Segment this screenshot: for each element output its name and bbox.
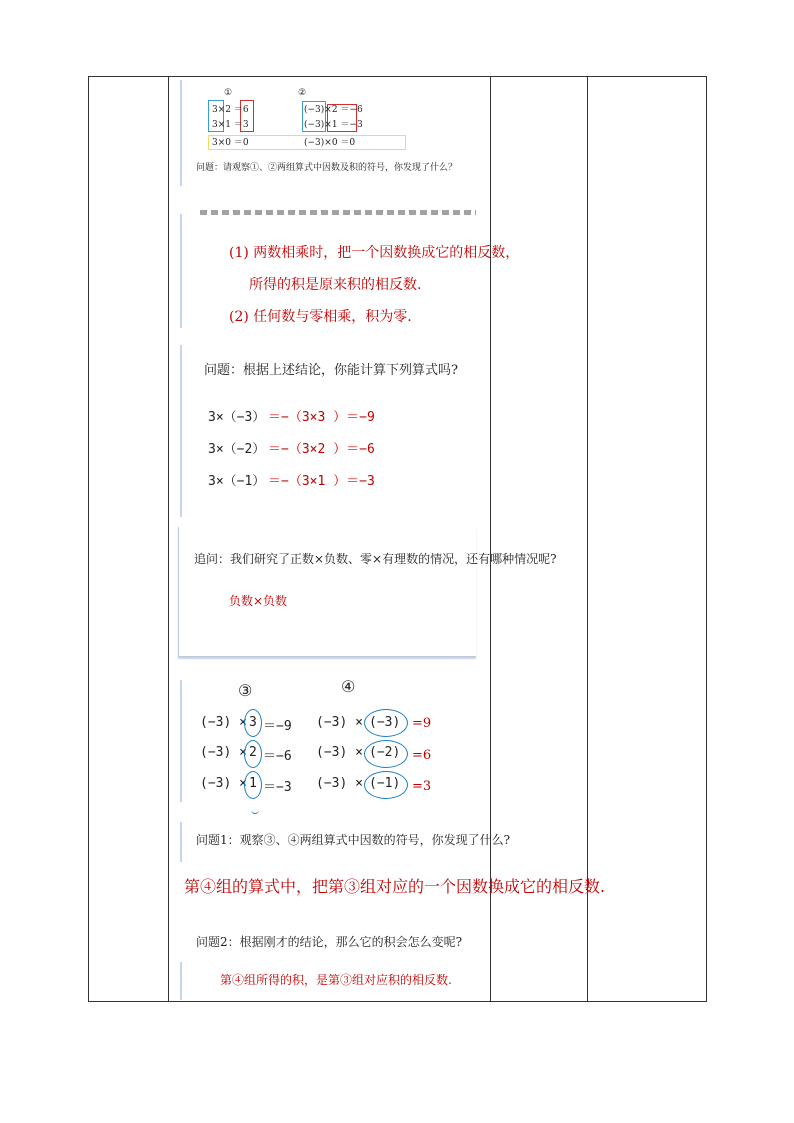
group4-product: =9 — [412, 716, 432, 731]
group4-left: (−3) × — [316, 776, 363, 791]
conclusion-1-line-1: (1) 两数相乘时，把一个因数换成它的相反数， — [229, 245, 520, 261]
slide-edge — [180, 822, 182, 862]
group2-equation: (−3)×2 ＝−6 — [304, 105, 363, 115]
factor-circle — [364, 709, 408, 737]
slide-edge — [180, 345, 182, 517]
slide-panel — [178, 527, 476, 657]
conclusion-1-line-2: 所得的积是原来积的相反数. — [249, 277, 422, 293]
group3-factor: 2 — [249, 745, 257, 760]
group4-product: =6 — [412, 748, 432, 763]
slide-edge — [180, 214, 182, 328]
group3-left: (−3) × — [200, 715, 247, 730]
zero-equation-2: (−3)×0 ＝0 — [304, 138, 356, 148]
group3-product: ＝−9 — [263, 719, 292, 734]
slide-edge — [180, 80, 182, 186]
expression-left: 3×（−2） — [208, 442, 266, 457]
group4-factor: (−2) — [369, 745, 401, 760]
slide6-answer: 第④组的算式中，把第③组对应的一个因数换成它的相反数. — [184, 877, 606, 896]
cropped-text-edge — [200, 210, 476, 215]
factor-circle — [364, 740, 408, 768]
group1-equation: 3×1 ＝3 — [212, 120, 249, 130]
group4-product: =3 — [412, 779, 432, 794]
zero-equation-1: 3×0 ＝0 — [212, 138, 249, 148]
factor-circle — [244, 740, 262, 768]
expression-result: ＝−（3×1 ）＝−3 — [268, 474, 375, 489]
group3-factor: 1 — [249, 776, 257, 791]
slide-edge — [180, 680, 182, 802]
group-label-4: ④ — [341, 677, 356, 696]
slide7-question: 问题2：根据刚才的结论，那么它的积会怎么变呢? — [196, 935, 463, 949]
slide1-question: 问题：请观察①、②两组算式中因数及积的符号，你发现了什么？ — [196, 163, 458, 173]
slide7-answer: 第④组所得的积，是第③组对应积的相反数. — [220, 973, 452, 987]
group3-product: ＝−6 — [263, 749, 292, 764]
group-label-2: ② — [298, 88, 307, 98]
group-label-3: ③ — [238, 681, 253, 700]
column-divider — [168, 77, 169, 1001]
group-label-1: ① — [224, 88, 233, 98]
factor-circle — [244, 771, 262, 799]
group3-left: (−3) × — [200, 776, 247, 791]
group4-left: (−3) × — [316, 745, 363, 760]
slide6-question: 问题1：观察③、④两组算式中因数的符号，你发现了什么? — [196, 833, 511, 847]
group3-factor: 3 — [249, 715, 257, 730]
group4-factor: (−3) — [369, 715, 401, 730]
slide4-question: 追问：我们研究了正数×负数、零×有理数的情况，还有哪种情况呢? — [194, 552, 557, 566]
conclusion-2: (2) 任何数与零相乘，积为零. — [229, 309, 412, 325]
group1-equation: 3×2 ＝6 — [212, 105, 249, 115]
column-divider — [490, 77, 491, 1001]
expression-left: 3×（−1） — [208, 474, 266, 489]
factor-circle — [244, 709, 262, 737]
factor-circle — [364, 771, 408, 799]
slide-edge — [180, 962, 182, 1000]
group3-left: (−3) × — [200, 745, 247, 760]
expression-result: ＝−（3×2 ）＝−6 — [268, 442, 375, 457]
group3-product: ＝−3 — [263, 780, 292, 795]
column-divider — [587, 77, 588, 1001]
slide4-answer: 负数×负数 — [229, 594, 288, 608]
group4-factor: (−1) — [369, 776, 401, 791]
expression-left: 3×（−3） — [208, 410, 266, 425]
expression-result: ＝−（3×3 ）＝−9 — [268, 410, 375, 425]
group4-left: (−3) × — [316, 715, 363, 730]
group2-equation: (−3)×1 ＝−3 — [304, 120, 363, 130]
slide3-question: 问题：根据上述结论，你能计算下列算式吗? — [204, 363, 458, 378]
